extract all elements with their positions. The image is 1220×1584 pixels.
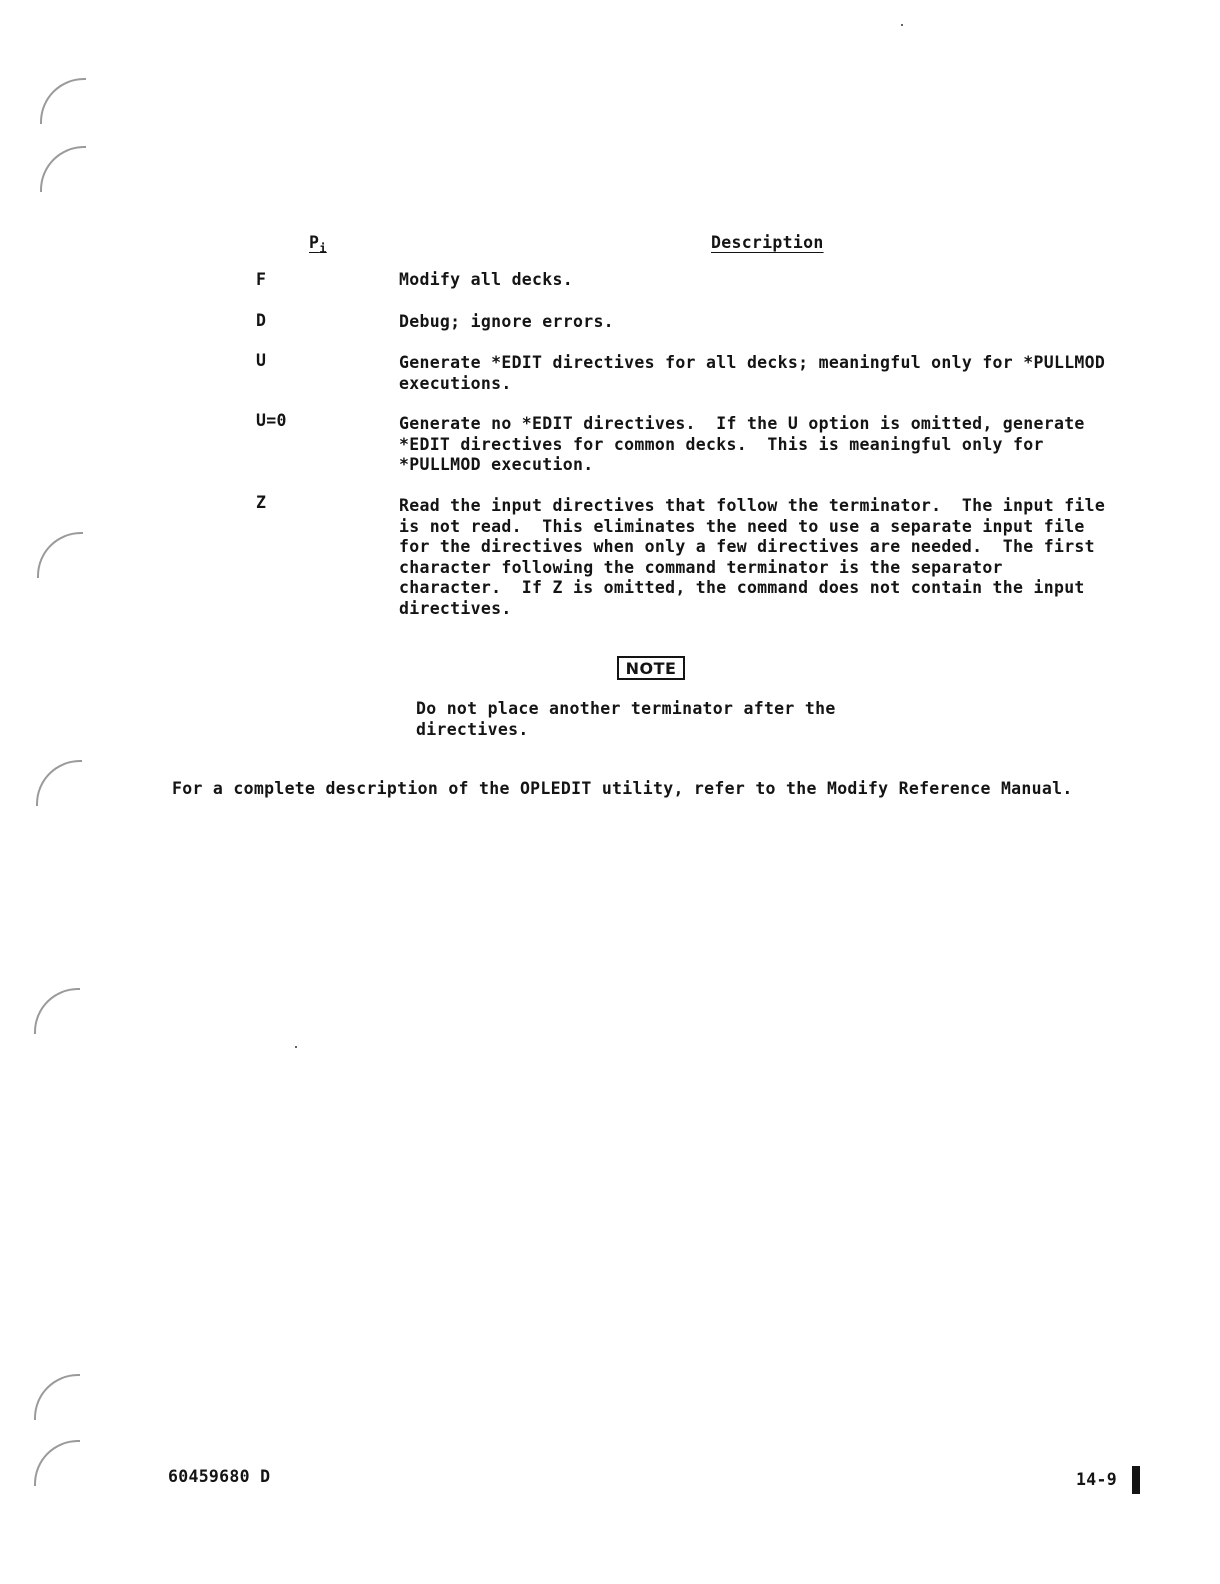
param-u-equals-zero: U=0: [256, 411, 287, 430]
description-z: Read the input directives that follow the terminator. The input file is not read. This eliminates the need to use a separate input file for the directives when only a few directives are needed. The first character following the command terminator is the separator character. If Z is omitted, the command does not contain the input directives.: [399, 496, 1106, 618]
scan-speck: [295, 1046, 297, 1048]
document-number: 60459680 D: [168, 1467, 271, 1486]
note-text: Do not place another terminator after the directives.: [416, 699, 836, 739]
param-d: D: [256, 311, 267, 330]
scan-speck: [901, 24, 903, 26]
punch-hole-mark: [40, 146, 86, 192]
note-label: NOTE: [617, 656, 685, 680]
punch-hole-mark: [37, 532, 83, 578]
param-z: Z: [256, 493, 267, 512]
param-column-header: [309, 233, 327, 259]
punch-hole-mark: [34, 1374, 80, 1420]
punch-hole-mark: [40, 78, 86, 124]
param-f: F: [256, 270, 267, 289]
punch-hole-mark: [34, 1440, 80, 1486]
description-d: Debug; ignore errors.: [399, 312, 614, 331]
param-u: U: [256, 351, 267, 370]
description-column-header: Description: [711, 233, 824, 252]
param-column-header-main: P: [309, 233, 320, 252]
reference-paragraph: For a complete description of the OPLEDIT utility, refer to the Modify Reference Manual.: [172, 779, 1073, 798]
change-bar: [1132, 1466, 1140, 1494]
page-number: 14-9: [1076, 1470, 1117, 1489]
param-column-header-subscript: i: [319, 241, 327, 256]
description-u: Generate *EDIT directives for all decks; meaningful only for *PULLMOD executions.: [399, 353, 1106, 393]
description-f: Modify all decks.: [399, 270, 573, 289]
description-u-equals-zero: Generate no *EDIT directives. If the U option is omitted, generate *EDIT directives for common decks. This is meaningful only for *PULLMOD execution.: [399, 414, 1085, 474]
punch-hole-mark: [36, 760, 82, 806]
punch-hole-mark: [34, 988, 80, 1034]
